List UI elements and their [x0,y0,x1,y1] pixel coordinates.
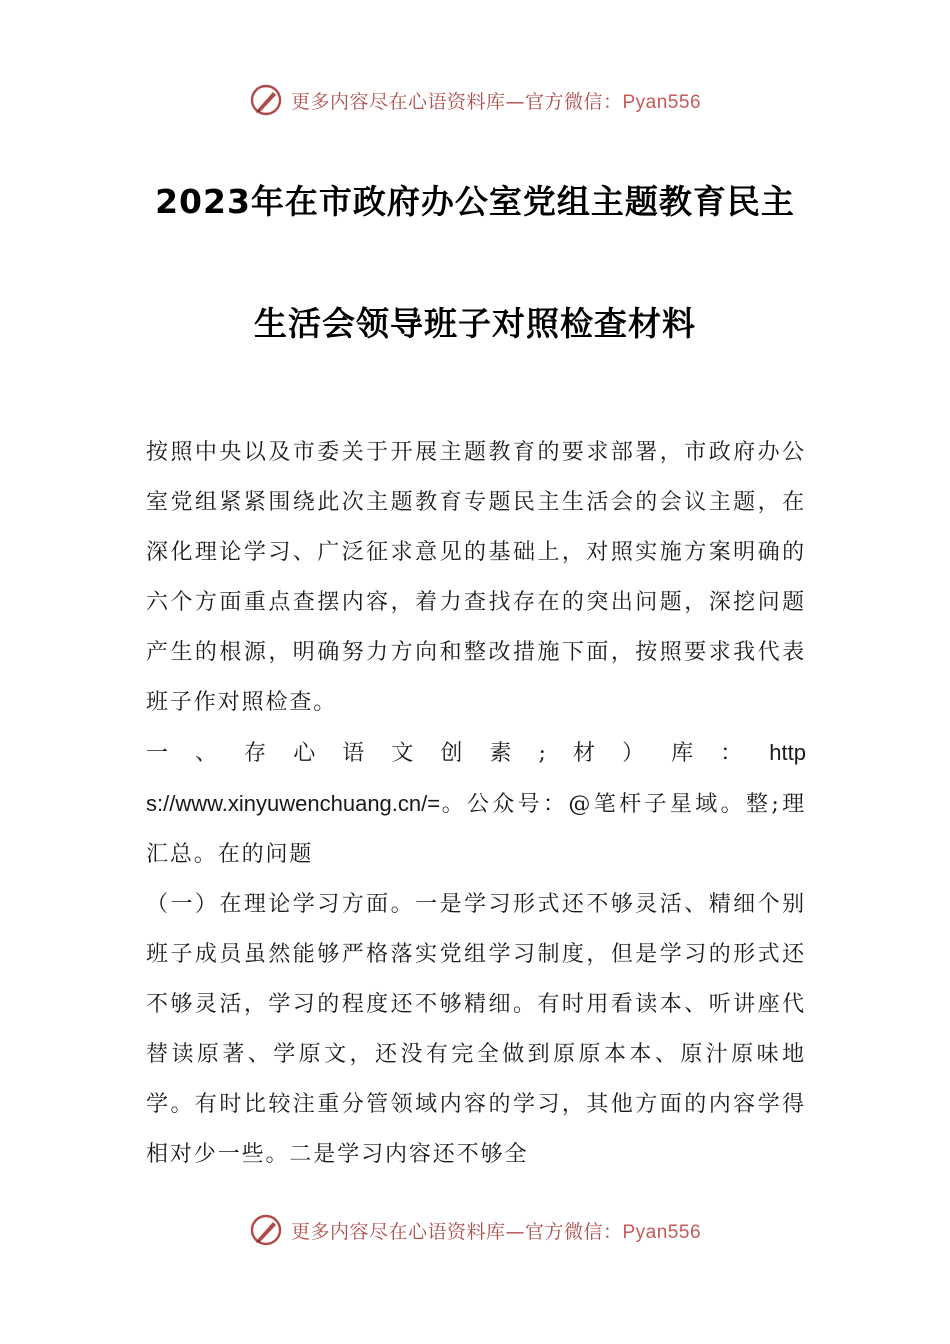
document-title-line-2: 生活会领导班子对照检查材料 [254,304,696,343]
theory-study-paragraph: （一）在理论学习方面。一是学习形式还不够灵活、精细个别班子成员虽然能够严格落实党组学习制度，但是学习的形式还不够灵活，学习的程度还不够精细。有时用看读本、听讲座代替读原著、学原文，还没有完全做到原原本本、原汁原味地学。有时比较注重分管领域内容的学习，其他方面的内容学得相对少一些。二是学习内容还不够全 [146,892,806,1167]
pen-logo-icon [249,83,283,117]
document-body [146,428,806,1180]
intro-paragraph: 按照中央以及市委关于开展主题教育的要求部署，市政府办公室党组紧紧围绕此次主题教育专题民主生活会的会议主题，在深化理论学习、广泛征求意见的基础上，对照实施方案明确的六个方面重点查摆内容，着力查找存在的突出问题，深挖问题产生的根源，明确努力方向和整改措施下面，按照要求我代表班子作对照检查。 [146,440,806,715]
document-title-line-1: 2023年在市政府办公室党组主题教育民主 [155,182,795,221]
pen-logo-icon [249,1213,283,1247]
section-heading-url: https://www.xinyuwenchuang.cn/= [146,740,806,816]
footer-watermark [0,1210,950,1250]
watermark-handle: Pyan556 [622,1221,702,1243]
section-heading-rest: 。公众号：@笔杆子星域。整;理汇总。在的问题 [146,792,806,867]
watermark-text: 更多内容尽在心语资料库—官方微信： [290,1220,623,1243]
watermark-text: 更多内容尽在心语资料库—官方微信： [290,90,623,113]
section-heading-spaced: 一、存心语文创素;材）库： [146,741,770,766]
header-watermark [0,80,950,120]
watermark-handle: Pyan556 [622,91,702,113]
section-heading [146,728,806,880]
